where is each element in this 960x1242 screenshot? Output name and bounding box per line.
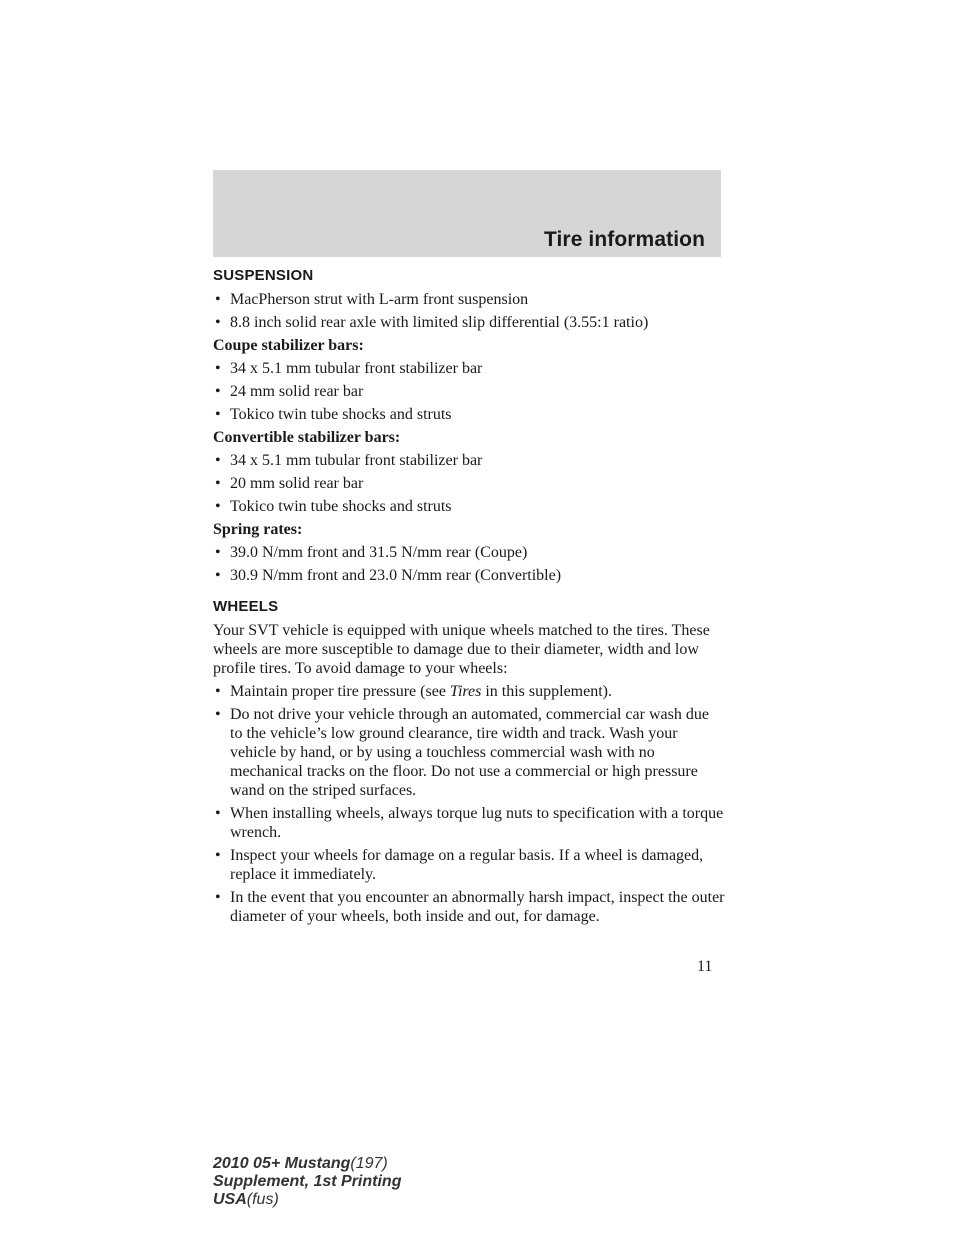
list-item: • Tokico twin tube shocks and struts xyxy=(215,498,452,515)
tires-reference: Tires xyxy=(449,683,482,700)
bullet-icon: • xyxy=(215,383,221,400)
bullet-icon: • xyxy=(215,406,221,423)
bullet-icon: • xyxy=(215,314,221,331)
list-item: • 30.9 N/mm front and 23.0 N/mm rear (Convertible) xyxy=(215,567,562,584)
list-item: • Do not drive your vehicle through an automated, commercial car wash due to the vehicle’s low ground clearance, tire width and track. Wash your vehicle by hand, or by using a touchless commercial wash with no mechanical tracks on the floor. Do not use a commercial or high pressure wand on the striped surfaces. xyxy=(215,706,709,799)
print-footer: 2010 05+ Mustang(197) Supplement, 1st Printing USA(fus) xyxy=(213,1155,402,1208)
page-number: 11 xyxy=(697,958,713,975)
bullet-icon: • xyxy=(215,498,221,515)
bullet-icon: • xyxy=(215,567,221,584)
list-item: • When installing wheels, always torque lug nuts to specification with a torque wrench. xyxy=(215,805,724,841)
bullet-icon: • xyxy=(215,889,221,906)
list-item: • Maintain proper tire pressure (see Tires in this supplement). xyxy=(215,683,612,700)
list-item: • 20 mm solid rear bar xyxy=(215,475,364,492)
list-item: • 34 x 5.1 mm tubular front stabilizer bar xyxy=(215,452,483,469)
wheels-list xyxy=(213,682,725,926)
spring-list xyxy=(213,543,725,585)
header-band xyxy=(213,170,721,257)
page-title: Tire information xyxy=(543,228,705,251)
bullet-icon: • xyxy=(215,805,221,822)
list-item: • 39.0 N/mm front and 31.5 N/mm rear (Coupe) xyxy=(215,544,528,561)
convertible-list xyxy=(213,451,725,516)
bullet-icon: • xyxy=(215,706,221,723)
list-item: • Inspect your wheels for damage on a regular basis. If a wheel is damaged, replace it immediately. xyxy=(215,847,704,883)
coupe-list xyxy=(213,359,725,424)
bullet-icon: • xyxy=(215,452,221,469)
convertible-subheading: Convertible stabilizer bars: xyxy=(213,429,401,446)
list-item: • 24 mm solid rear bar xyxy=(215,383,364,400)
bullet-icon: • xyxy=(215,544,221,561)
bullet-icon: • xyxy=(215,360,221,377)
coupe-subheading: Coupe stabilizer bars: xyxy=(213,337,364,354)
wheels-intro: Your SVT vehicle is equipped with unique wheels matched to the tires. These wheels are more susceptible to damage due to their diameter, width and low profile tires. To avoid damage to your wheels: xyxy=(213,622,710,677)
bullet-icon: • xyxy=(215,291,221,308)
list-item: • 34 x 5.1 mm tubular front stabilizer bar xyxy=(215,360,483,377)
bullet-icon: • xyxy=(215,475,221,492)
bullet-icon: • xyxy=(215,847,221,864)
list-item: • Tokico twin tube shocks and struts xyxy=(215,406,452,423)
list-item: • MacPherson strut with L-arm front suspension xyxy=(215,291,529,308)
list-item: • 8.8 inch solid rear axle with limited slip differential (3.55:1 ratio) xyxy=(215,314,649,331)
suspension-list xyxy=(213,290,725,332)
section-heading-suspension: SUSPENSION xyxy=(213,267,314,284)
spring-subheading: Spring rates: xyxy=(213,521,303,538)
page-content xyxy=(213,266,725,930)
list-item: • In the event that you encounter an abnormally harsh impact, inspect the outer diameter of your wheels, both inside and out, for damage. xyxy=(215,889,725,925)
section-heading-wheels: WHEELS xyxy=(213,598,279,615)
bullet-icon: • xyxy=(215,683,221,700)
